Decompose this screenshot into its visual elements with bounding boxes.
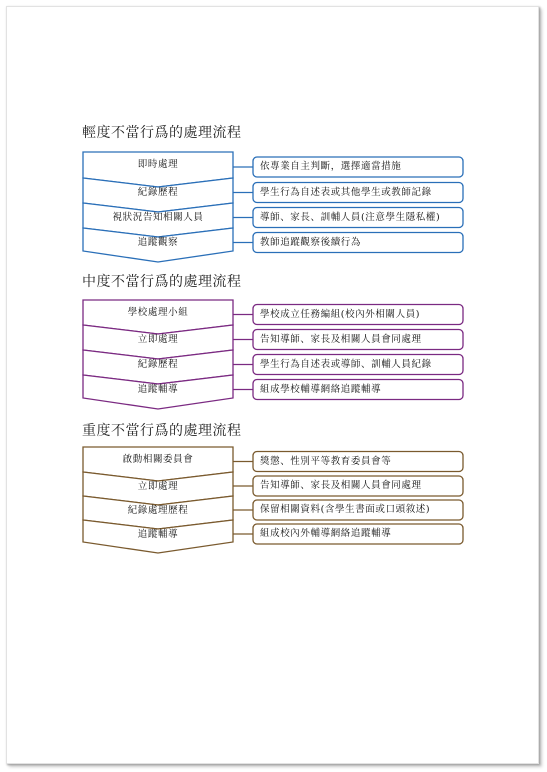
step-label: 立即處理 bbox=[137, 481, 179, 492]
step-label: 立即處理 bbox=[137, 334, 179, 345]
step-label: 學校處理小組 bbox=[127, 307, 189, 318]
step-description: 告知導師、家長及相關人員會同處理 bbox=[260, 480, 422, 491]
step-label: 追蹤輔導 bbox=[137, 384, 179, 395]
section-title: 重度不當行爲的處理流程 bbox=[82, 423, 242, 439]
step-description: 告知導師、家長及相關人員會同處理 bbox=[260, 333, 422, 345]
step-label: 即時處理 bbox=[137, 159, 179, 170]
step-label: 追蹤觀察 bbox=[137, 237, 179, 248]
step-label: 啟動相關委員會 bbox=[122, 454, 194, 465]
step-description: 學校成立任務編組(校內外相關人員) bbox=[260, 308, 421, 320]
step-description: 教師追蹤觀察後續行為 bbox=[260, 236, 362, 248]
step-description: 組成校內外輔導網絡追蹤輔導 bbox=[260, 528, 392, 539]
step-description: 學生行為自述表或其他學生或教師記錄 bbox=[260, 186, 432, 198]
step-description: 學生行為自述表或導師、訓輔人員紀錄 bbox=[260, 358, 432, 370]
section-title: 中度不當行爲的處理流程 bbox=[82, 274, 242, 290]
step-label: 紀錄歷程 bbox=[137, 187, 179, 198]
section-title: 輕度不當行爲的處理流程 bbox=[82, 125, 242, 141]
step-description: 組成學校輔導網絡追蹤輔導 bbox=[260, 383, 382, 395]
step-label: 紀錄處理歷程 bbox=[127, 505, 189, 516]
step-label: 視狀況告知相關人員 bbox=[112, 212, 204, 223]
step-label: 追蹤輔導 bbox=[137, 529, 179, 540]
step-description: 依專業自主判斷，選擇適當措施 bbox=[260, 161, 402, 172]
step-description: 保留相關資料(含學生書面或口頭敘述) bbox=[260, 504, 431, 515]
step-label: 紀錄歷程 bbox=[137, 359, 179, 370]
step-description: 導師、家長、訓輔人員(注意學生隱私權) bbox=[260, 211, 441, 223]
step-description: 獎懲、性別平等教育委員會等 bbox=[260, 455, 392, 467]
